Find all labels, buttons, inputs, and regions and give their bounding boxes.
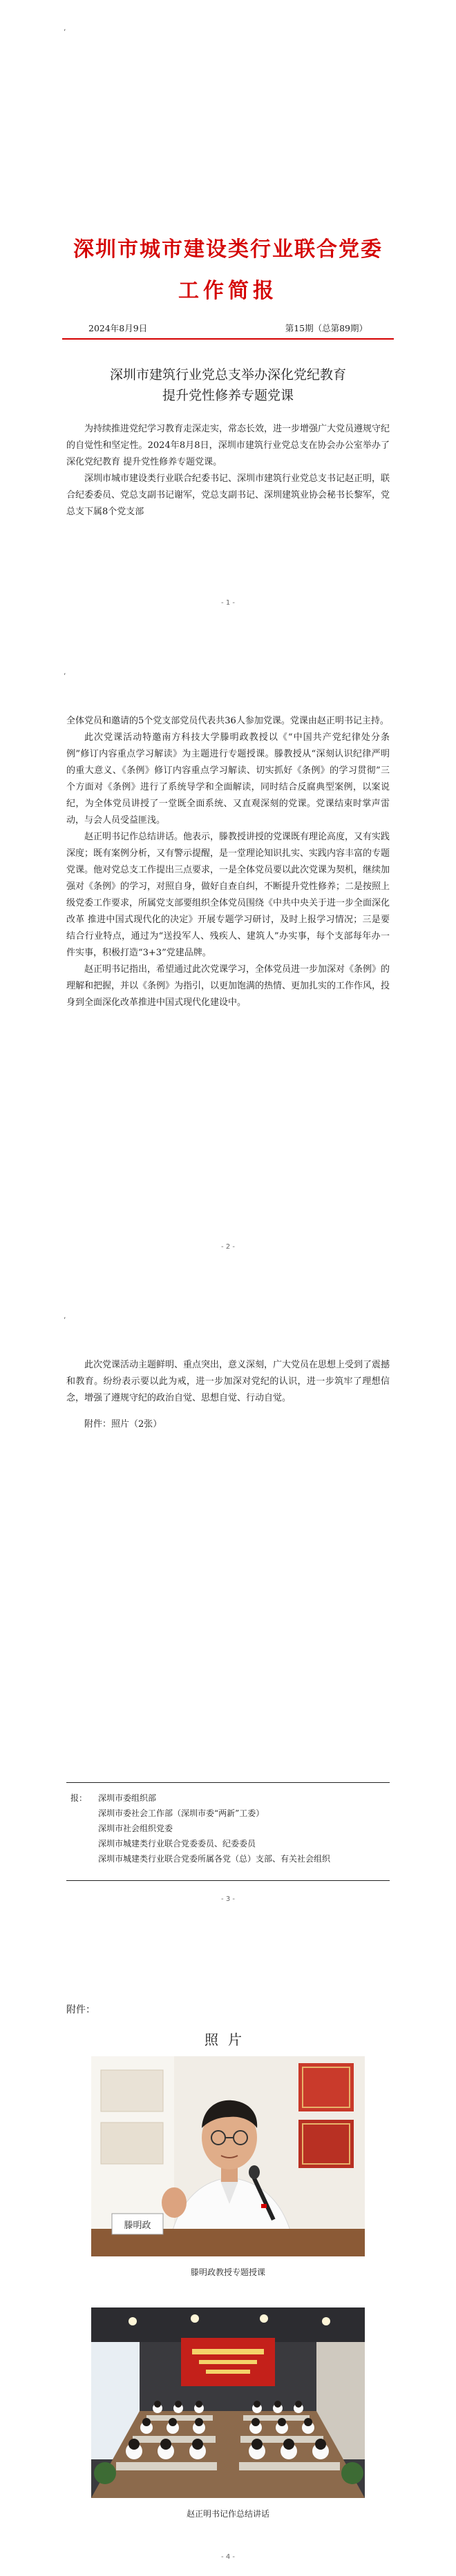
paragraph: 全体党员和邀请的5个党支部党员代表共36人参加党课。党课由赵正明书记主持。 [66,716,389,726]
paragraph: 此次党课活动特邀南方科技大学滕明政教授以《“中国共产党纪律处分条例”修订内容重点学习解读》为主题进行专题授课。滕教授从“深刻认识纪律严明的重大意义、《条例》修订内容重点学习解读、切实抓好《条例》的学习贯彻”三个方面对《条例》进行了系统导学和全面解读，同时结合反腐典型案例，以案说纪，为全体党员讲授了一堂既全面系统、又直观深刻的党课。党课结束时掌声雷动，与会人员受益匪浅。 [66,732,390,826]
red-divider [62,338,394,340]
distribution-label: 报： [70,1793,88,1803]
photo-lecture-image [91,2056,365,2256]
paragraph: 此次党课活动主题鲜明、重点突出，意义深刻，广大党员在思想上受到了震撼和教育。纷纷表示要以此为戒，进一步加深对党纪的认识，进一步筑牢了理想信念，增强了遵规守纪的政治自觉、思想自觉、行动自觉。 [66,1360,390,1403]
distribution-divider-bottom [66,1880,390,1881]
photo-lecture-caption: 滕明政教授专题授课 [190,2267,265,2277]
page1-body [66,421,390,520]
issue-number: 第15期（总第89期） [285,323,368,333]
distribution-item: 深圳市委组织部 [98,1793,157,1803]
page-number: - 2 - [221,1243,235,1251]
distribution-divider [66,1782,390,1783]
corner-mark: ‘ [64,1316,66,1325]
page-2 [0,644,456,1288]
paragraph: 赵正明书记指出，希望通过此次党课学习，全体党员进一步加深对《条例》的理解和把握，并以《条例》为指引，以更加饱满的热情、更加扎实的工作作风，投身到全面深化改革推进中国式现代化建设中。 [66,964,390,1008]
attachment-label: 附件： [66,2004,95,2016]
page-number: - 3 - [221,1895,235,1903]
page-number: - 1 - [221,599,235,607]
nameplate-text: 滕明政 [124,2221,151,2231]
page-number: - 4 - [221,2553,235,2561]
org-title: 深圳市城市建设类行业联合党委 [73,237,383,262]
photos-title: 照片 [205,2031,251,2048]
issue-line [88,322,368,334]
distribution-item: 深圳市委社会工作部（深圳市委“两新”工委） [98,1808,265,1818]
distribution-list [66,1790,390,1866]
photo-meeting-image [91,2307,365,2498]
page-1 [0,0,456,644]
photo-meeting [91,2307,365,2498]
page-4 [0,1932,456,2576]
paragraph: 深圳市城市建设类行业联合纪委书记、深圳市建筑行业党总支书记赵正明，联合纪委委员、党总支副书记谢军，党总支副书记、深圳建筑业协会秘书长黎军，党总支下属8个党支部 [66,474,390,517]
photo-lecture [91,2056,365,2256]
article-title-line1: 深圳市建筑行业党总支举办深化党纪教育 [109,367,346,382]
attachment-note: 附件：照片（2张） [84,1419,162,1430]
issue-date: 2024年8月9日 [88,323,148,333]
page3-body [66,1357,390,1433]
corner-mark: ‘ [64,672,66,681]
page-3 [0,1288,456,1932]
article-title-line2: 提升党性修养专题党课 [162,388,294,403]
distribution-item: 深圳市社会组织党委 [98,1824,173,1833]
distribution-item: 深圳市城建类行业联合党委委员、纪委委员 [98,1839,256,1848]
corner-mark: ‘ [64,28,66,37]
page2-body [66,713,390,1011]
brief-title: 工作简报 [178,279,278,303]
photo-meeting-caption: 赵正明书记作总结讲话 [186,2509,269,2519]
paragraph: 赵正明书记作总结讲话。他表示，滕教授讲授的党课既有理论高度，又有实践深度；既有案例分析，又有警示提醒，是一堂理论知识扎实、实践内容丰富的专题党课。他对党总支工作提出三点要求，一是全体党员要以此次党课为契机，继续加强对《条例》的学习，对照自身，做好自查自纠，不断提升党性修养；二是按照上级党委工作要求，所属党支部要组织全体党员围绕《中共中央关于进一步全面深化改革 推进中国式现代化的决定》开展专题学习研讨，及时上报学习情况；三是要结合行业特点，通过为“送投军人、残疾人、建筑人”办实事，每个支部每年办一件实事，积极打造“3+3”党建品牌。 [66,832,390,958]
paragraph: 为持续推进党纪学习教育走深走实，常态长效，进一步增强广大党员遵规守纪的自觉性和坚定性。2024年8月8日，深圳市建筑行业党总支在协会办公室举办了深化党纪教育 提升党性修养专题党课。 [66,424,390,467]
distribution-item: 深圳市城建类行业联合党委所属各党（总）支部、有关社会组织 [98,1854,331,1864]
